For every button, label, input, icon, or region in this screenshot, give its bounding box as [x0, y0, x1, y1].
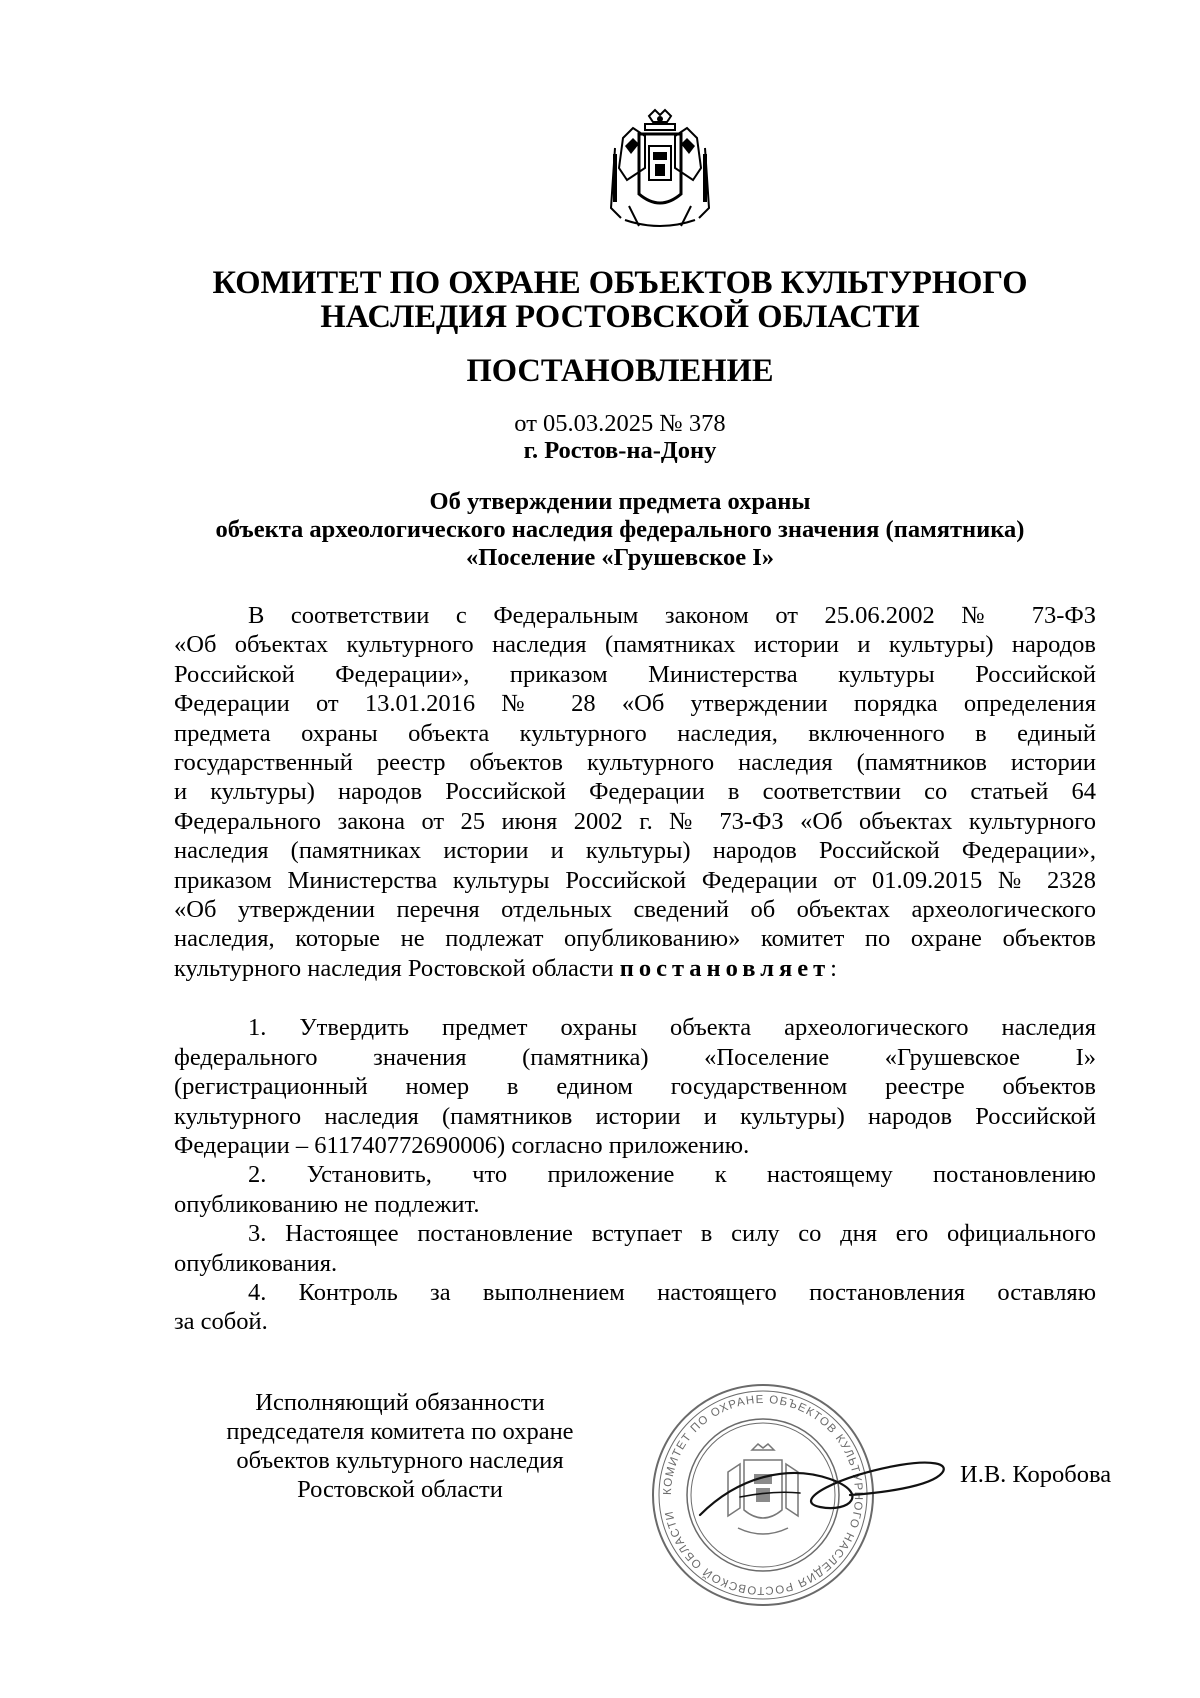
subject-line: Об утверждении предмета охраны	[429, 488, 811, 515]
decree-word: постановляет	[619, 954, 831, 982]
committee-name	[170, 266, 1070, 334]
item-1-line: культурного наследия (памятников истории и культуры) народов Российской	[174, 1102, 1096, 1130]
preamble-line: Федерации от 13.01.2016 № 28 «Об утверждении порядка определения	[174, 690, 1096, 718]
document-date-number: от 05.03.2025 № 378	[514, 410, 726, 437]
signer-position-line: Ростовской области	[297, 1476, 503, 1503]
item-4-line: 4. Контроль за выполнением настоящего постановления оставляю	[248, 1278, 1096, 1306]
document-body	[174, 601, 1096, 1337]
preamble-last-text: культурного наследия Ростовской области	[174, 954, 620, 982]
committee-name-line2: НАСЛЕДИЯ РОСТОВСКОЙ ОБЛАСТИ	[320, 299, 920, 335]
preamble-line: приказом Министерства культуры Российской Федерации от 01.09.2015 № 2328	[174, 866, 1096, 894]
stamp-ring-text: КОМИТЕТ ПО ОХРАНЕ ОБЪЕКТОВ КУЛЬТУРНОГО НАСЛЕДИЯ РОСТОВСКОЙ ОБЛАСТИ	[661, 1393, 865, 1597]
decree-colon: :	[830, 954, 837, 982]
preamble-line: и культуры) народов Российской Федерации в соответствии со статьей 64	[174, 778, 1096, 806]
preamble-line: государственный реестр объектов культурного наследия (памятников истории	[174, 749, 1096, 777]
item-1-line: федерального значения (памятника) «Поселение «Грушевское I»	[174, 1043, 1096, 1071]
signer-name: И.В. Коробова	[960, 1461, 1112, 1488]
item-1-last-line: Федерации – 611740772690006) согласно приложению.	[174, 1131, 750, 1159]
preamble-line: Российской Федерации», приказом Министерства культуры Российской	[174, 660, 1096, 688]
document-type: ПОСТАНОВЛЕНИЕ	[466, 353, 774, 389]
subject-line: «Поселение «Грушевское I»	[465, 544, 775, 571]
item-2-last-line: опубликованию не подлежит.	[174, 1190, 480, 1218]
signer-position-line: председателя комитета по охране	[226, 1418, 574, 1445]
document-subject	[150, 488, 1090, 572]
preamble-line: «Об утверждении перечня отдельных сведений об объектах археологического	[174, 896, 1096, 924]
paragraph-gap	[174, 983, 1096, 1013]
item-3-last-line: опубликования.	[174, 1249, 338, 1277]
preamble-line: В соответствии с Федеральным законом от 25.06.2002 № 73-ФЗ	[248, 602, 1096, 629]
item-4-last-line: за собой.	[174, 1308, 268, 1336]
preamble-last-line	[174, 954, 1096, 983]
coat-of-arms-emblem	[605, 108, 715, 236]
preamble-line: наследия, которые не подлежат опубликованию» комитет по охране объектов	[174, 925, 1096, 953]
item-2-line: 2. Установить, что приложение к настоящему постановлению	[248, 1161, 1096, 1189]
item-1-line: 1. Утвердить предмет охраны объекта археологического наследия	[248, 1014, 1096, 1042]
preamble-line: Федерального закона от 25 июня 2002 г. № 73-ФЗ «Об объектах культурного	[174, 807, 1096, 835]
handwritten-signature	[680, 1435, 960, 1545]
subject-line: объекта археологического наследия федерального значения (памятника)	[215, 516, 1025, 543]
preamble-line: наследия (памятниках истории и культуры) народов Российской Федерации»,	[174, 837, 1096, 865]
signer-position-line: Исполняющий обязанности	[255, 1389, 545, 1416]
item-1-line: (регистрационный номер в едином государственном реестре объектов	[174, 1073, 1096, 1101]
document-city: г. Ростов-на-Дону	[523, 437, 717, 464]
committee-name-line1: КОМИТЕТ ПО ОХРАНЕ ОБЪЕКТОВ КУЛЬТУРНОГО	[212, 265, 1028, 301]
preamble-line: предмета охраны объекта культурного наследия, включенного в единый	[174, 719, 1096, 747]
preamble-line: «Об объектах культурного наследия (памятниках истории и культуры) народов	[174, 631, 1096, 659]
item-3-line: 3. Настоящее постановление вступает в силу со дня его официального	[248, 1220, 1096, 1248]
signer-position	[180, 1388, 620, 1504]
signer-position-line: объектов культурного наследия	[236, 1447, 564, 1474]
